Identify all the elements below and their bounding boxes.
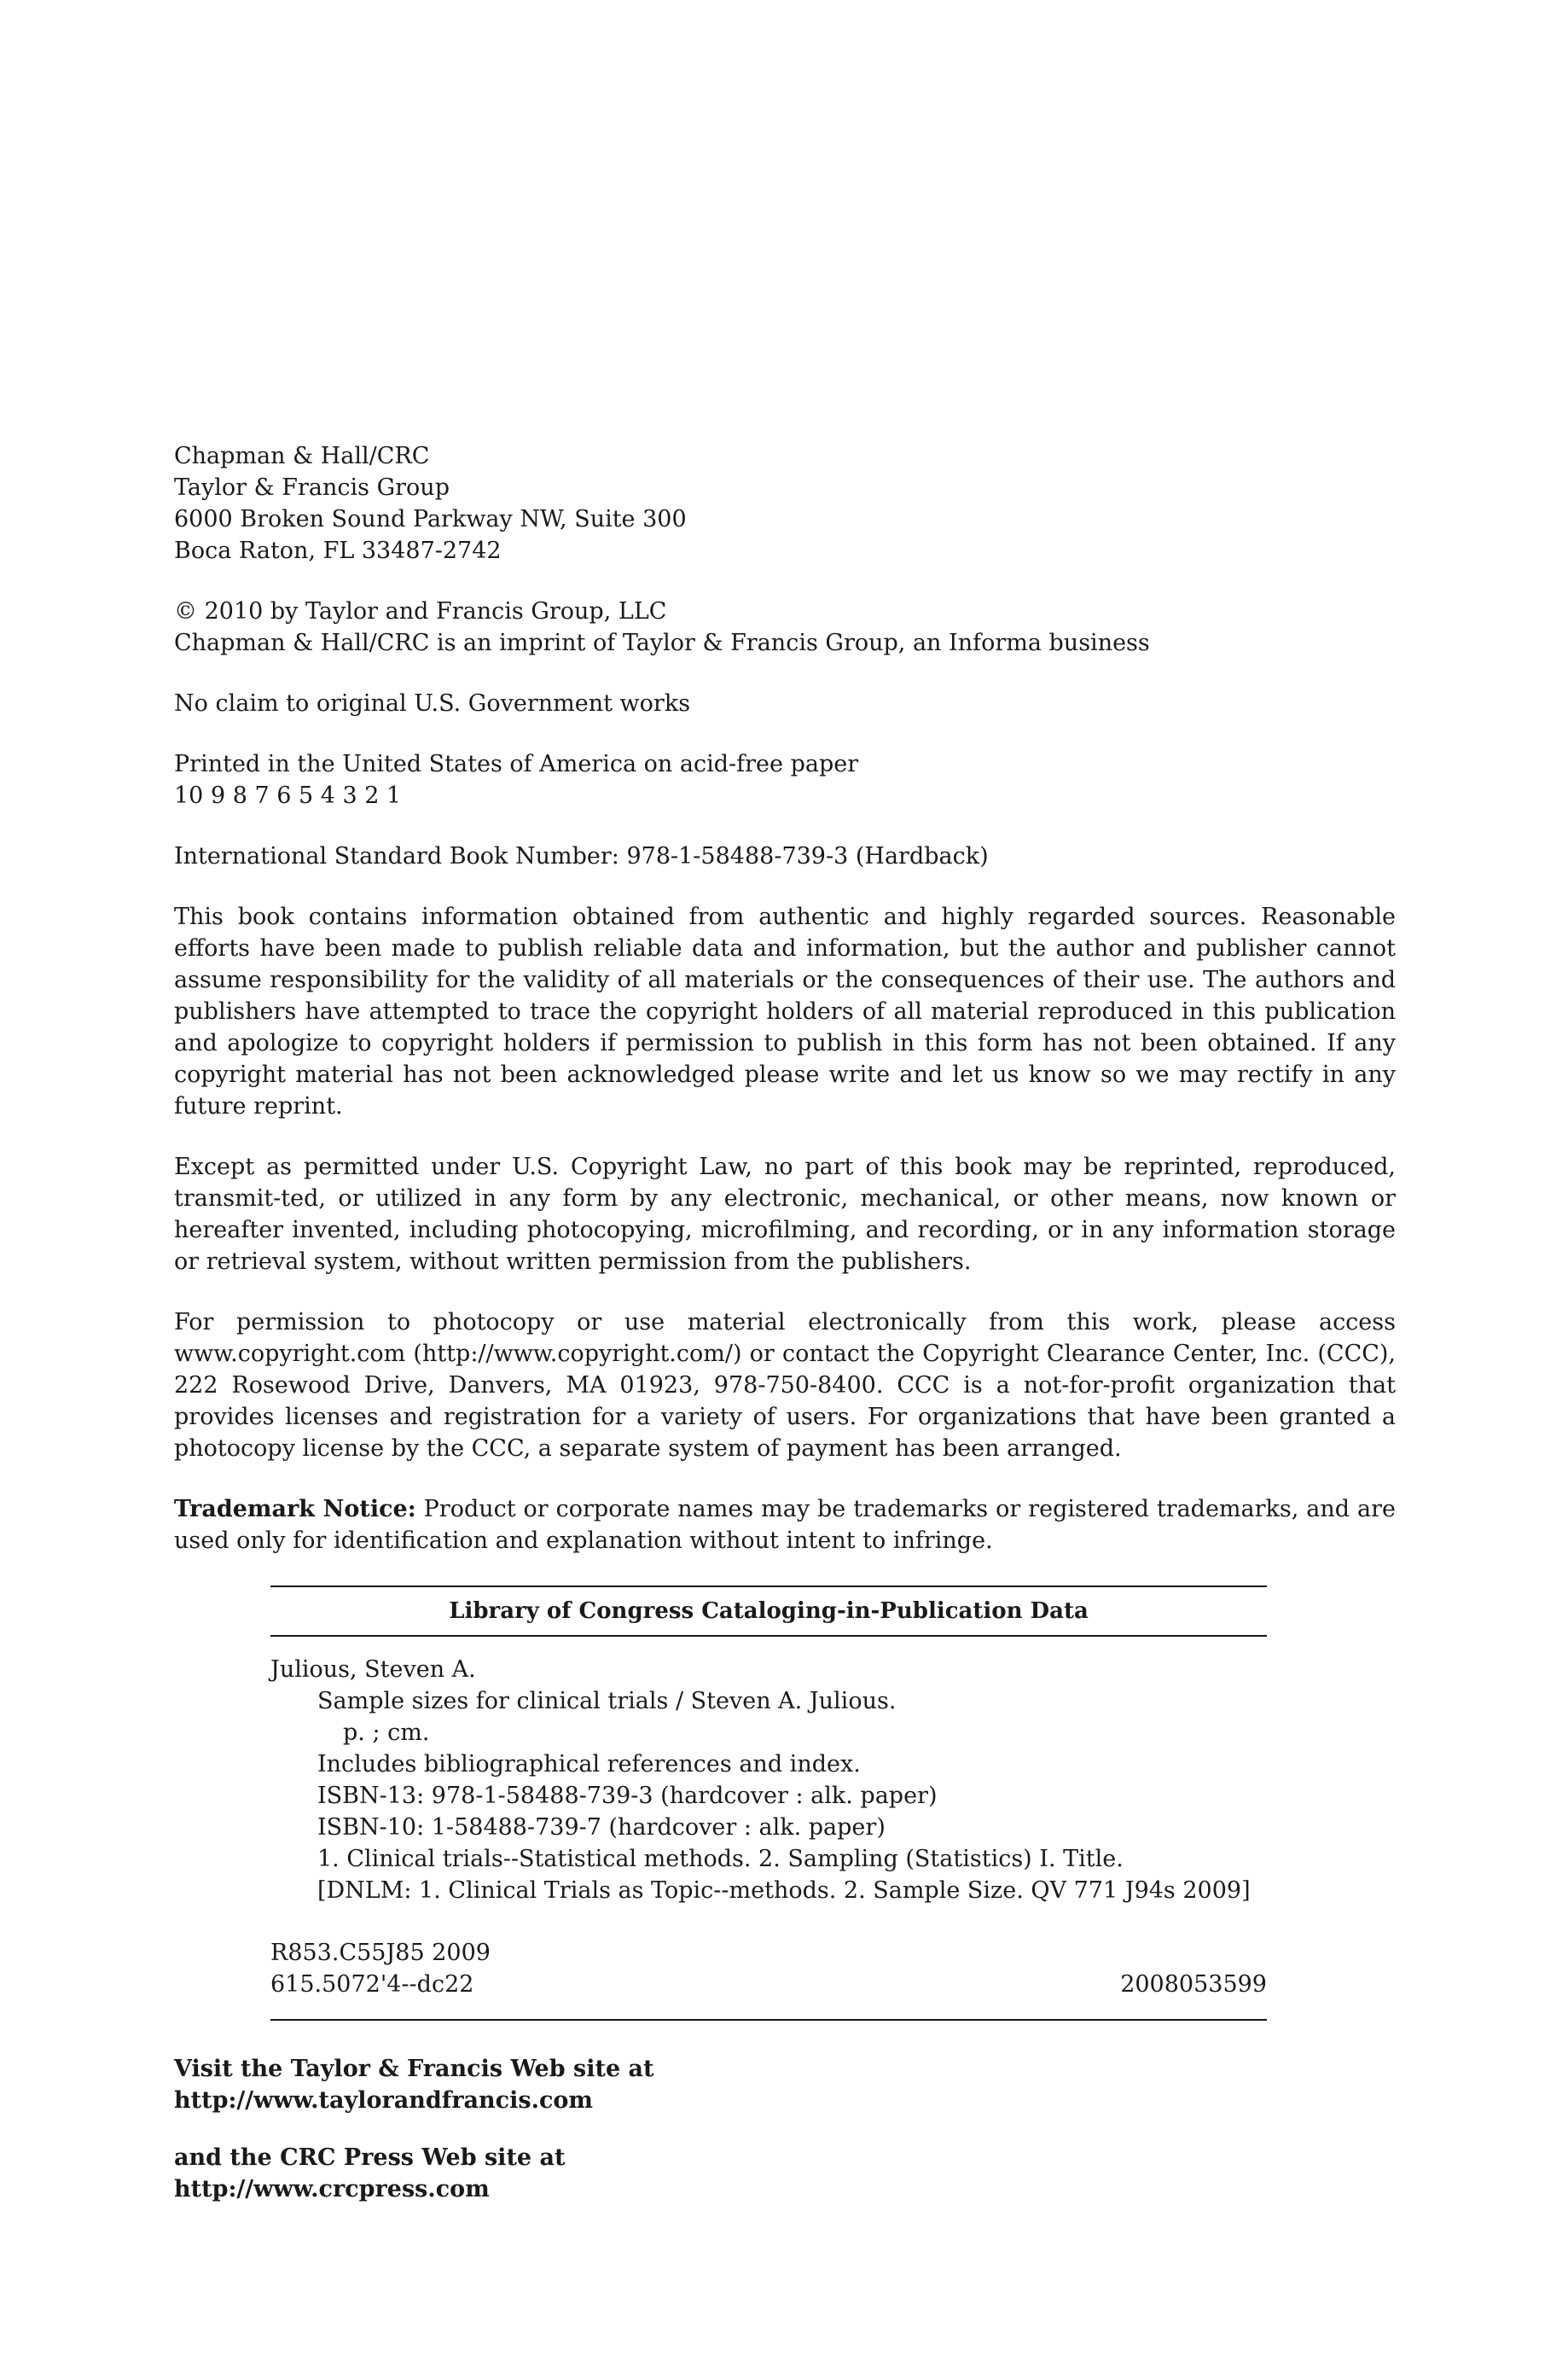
cip-physical: p. ; cm. <box>343 1719 430 1746</box>
cip-isbn13: ISBN-13: 978-1-58488-739-3 (hardcover : alk. paper) <box>317 1783 938 1809</box>
cip-spacer <box>270 1906 1267 1937</box>
cip-bottom-rule <box>270 2019 1267 2021</box>
government-notice <box>174 688 1396 719</box>
copyright-law-paragraph: Except as permitted under U.S. Copyright Law, no part of this book may be reprinted, reproduced, transmit-ted, or utilized in any form by any electronic, mechanical, or other means, now known or hereafter invented, including photocopying, microfilming, and recording, or in any information storage or retrieval system, without written permission from the publishers. <box>174 1154 1396 1275</box>
reliability-paragraph: This book contains information obtained from authentic and highly regarded sources. Reasonable efforts have been made to publish reliable data and information, but the author and publisher cannot assume responsibility for the validity of all materials or the consequences of their use. The authors and publishers have attempted to trace the copyright holders of all material reproduced in this publication and apologize to copyright holders if permission to publish in this form has not been obtained. If any copyright material has not been acknowledged please write and let us know so we may rectify in any future reprint. <box>174 904 1396 1120</box>
no-claim-line: No claim to original U.S. Government works <box>174 690 691 717</box>
isbn-block <box>174 841 1396 872</box>
imprint-line: Chapman & Hall/CRC is an imprint of Taylor & Francis Group, an Informa business <box>174 630 1150 656</box>
publisher-name: Chapman & Hall/CRC <box>174 443 430 469</box>
cip-author: Julious, Steven A. <box>270 1656 476 1683</box>
crc-website-label: and the CRC Press Web site at <box>174 2144 566 2171</box>
cip-data-block <box>270 1585 1267 2021</box>
crc-website <box>174 2142 1396 2205</box>
tf-website <box>174 2053 1396 2116</box>
publisher-group: Taylor & Francis Group <box>174 474 450 501</box>
copyright-notice <box>174 596 1396 659</box>
publisher-address <box>174 440 1396 567</box>
cip-dnlm: [DNLM: 1. Clinical Trials as Topic--methods. 2. Sample Size. QV 771 J94s 2009] <box>317 1877 1251 1904</box>
cip-dewey: 615.5072'4--dc22 <box>270 1971 474 1998</box>
isbn-line: International Standard Book Number: 978-1-58488-739-3 (Hardback) <box>174 843 989 870</box>
printing-number-line: 10 9 8 7 6 5 4 3 2 1 <box>174 783 402 809</box>
printed-line: Printed in the United States of America on acid-free paper <box>174 751 859 777</box>
cip-subjects: 1. Clinical trials--Statistical methods. 2. Sampling (Statistics) I. Title. <box>317 1846 1124 1872</box>
cip-body <box>270 1637 1267 2019</box>
copyright-page <box>174 440 1396 2231</box>
cip-call-number: R853.C55J85 2009 <box>270 1940 491 1966</box>
cip-isbn10: ISBN-10: 1-58488-739-7 (hardcover : alk. paper) <box>317 1814 886 1841</box>
publisher-street: 6000 Broken Sound Parkway NW, Suite 300 <box>174 506 687 532</box>
cip-title: Library of Congress Cataloging-in-Publication Data <box>449 1598 1089 1624</box>
tf-website-url: http://www.taylorandfrancis.com <box>174 2087 593 2114</box>
web-links <box>174 2053 1396 2205</box>
trademark-paragraph <box>174 1493 1396 1556</box>
cip-lccn: 2008053599 <box>1120 1971 1267 1998</box>
publisher-city: Boca Raton, FL 33487-2742 <box>174 538 502 564</box>
trademark-text: Product or corporate names may be trademarks or registered trademarks, and are used only for identification and explanation without intent to infringe. <box>174 1496 1396 1554</box>
trademark-label: Trademark Notice: <box>174 1496 416 1522</box>
tf-website-label: Visit the Taylor & Francis Web site at <box>174 2056 654 2082</box>
cip-classification-row <box>270 1969 1267 2000</box>
cip-title-line: Sample sizes for clinical trials / Steven A. Julious. <box>317 1688 897 1714</box>
permission-paragraph: For permission to photocopy or use material electronically from this work, please access www.copyright.com (http://www.copyright.com/) or contact the Copyright Clearance Center, Inc. (CCC), 222 Rosewood Drive, Danvers, MA 01923, 978-750-8400. CCC is a not-for-profit organization that provides licenses and registration for a variety of users. For organizations that have been granted a photocopy license by the CCC, a separate system of payment has been arranged. <box>174 1309 1396 1462</box>
cip-includes: Includes bibliographical references and index. <box>317 1751 861 1777</box>
crc-website-url: http://www.crcpress.com <box>174 2176 490 2202</box>
printing-info <box>174 748 1396 812</box>
copyright-line: © 2010 by Taylor and Francis Group, LLC <box>174 598 667 625</box>
